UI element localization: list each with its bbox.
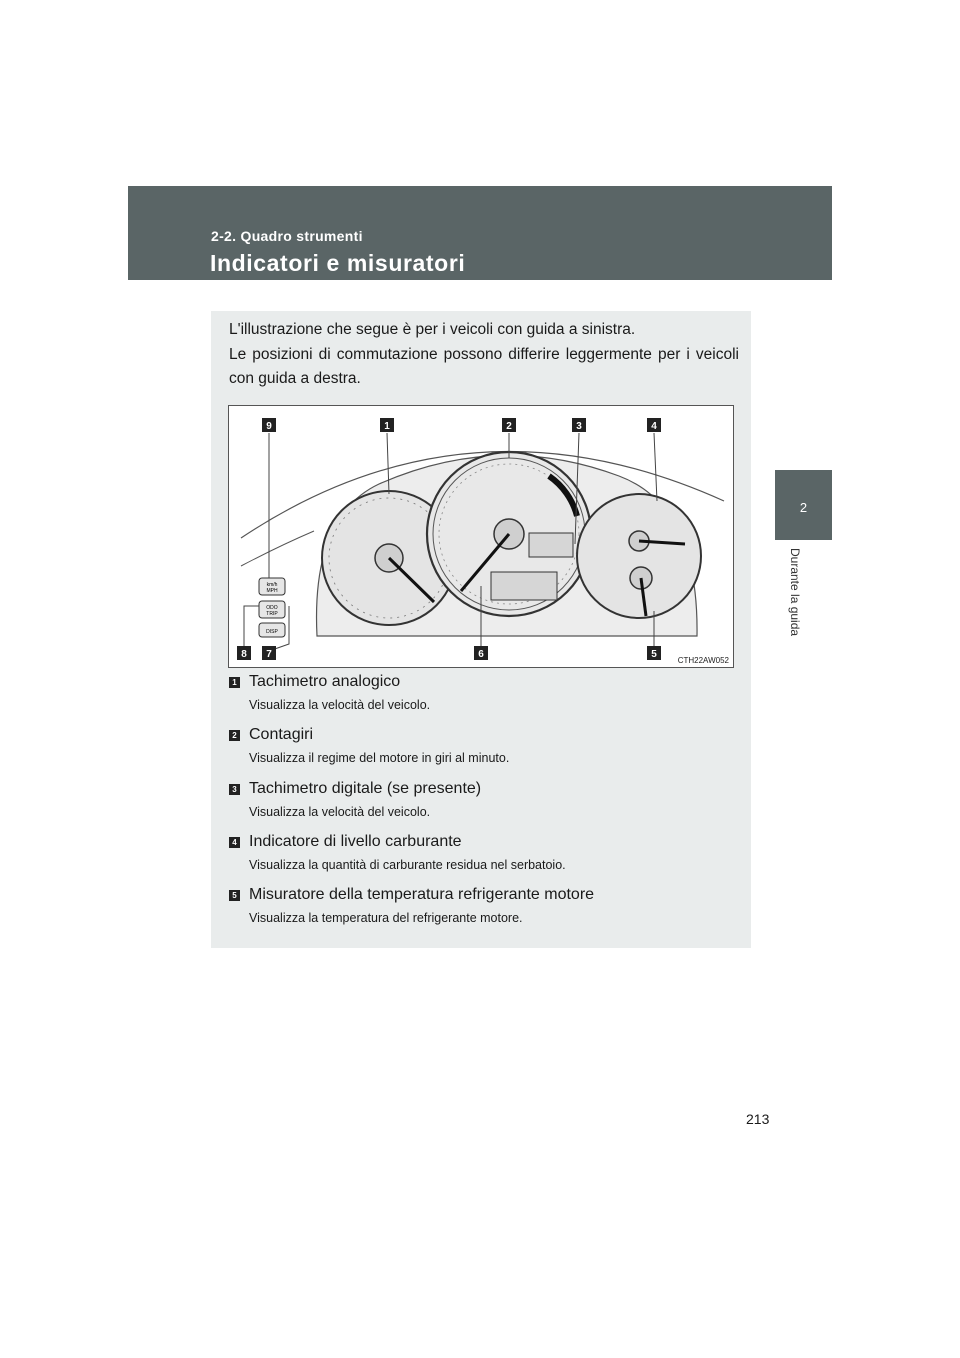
- item-title: Tachimetro analogico: [249, 673, 401, 690]
- callout-5: 5: [651, 649, 657, 660]
- item-description: Visualizza la temperatura del refrigerante motore.: [249, 911, 523, 925]
- item-description: Visualizza la velocità del veicolo.: [249, 805, 431, 819]
- callout-9: 9: [266, 421, 272, 432]
- section-label: 2-2. Quadro strumenti: [211, 228, 363, 244]
- callout-8: 8: [241, 649, 247, 660]
- callout-7: 7: [266, 649, 272, 660]
- item-title: Indicatore di livello carburante: [249, 833, 462, 850]
- item-badge: 4: [229, 837, 240, 848]
- figure-code: CTH22AW052: [677, 656, 729, 665]
- tachometer: [427, 452, 591, 616]
- callout-1: 1: [384, 421, 390, 432]
- chapter-number: 2: [799, 500, 808, 515]
- callout-3: 3: [576, 421, 582, 432]
- intro-line-1: L'illustrazione che segue è per i veicoli con guida a sinistra.: [229, 321, 636, 338]
- meter-switches: [259, 578, 285, 637]
- page-number: 213: [746, 1111, 770, 1127]
- speed-unit-label: km/h: [266, 582, 278, 588]
- trip-label: TRIP: [266, 611, 278, 617]
- item-description: Visualizza la velocità del veicolo.: [249, 698, 431, 712]
- intro-text: [229, 318, 739, 392]
- callout-6: 6: [478, 649, 484, 660]
- page-title: Indicatori e misuratori: [210, 250, 466, 276]
- item-badge: 2: [229, 730, 240, 741]
- item-badge: 1: [229, 677, 240, 688]
- item-description: Visualizza il regime del motore in giri al minuto.: [249, 751, 510, 765]
- item-title: Tachimetro digitale (se presente): [249, 780, 482, 797]
- instrument-cluster-figure: [228, 405, 734, 668]
- callout-2: 2: [506, 421, 512, 432]
- intro-line-2: Le posizioni di commutazione possono differire leggermente per i veicoli con guida a destra.: [229, 345, 739, 387]
- odo-label: ODO: [266, 605, 278, 611]
- item-title: Contagiri: [249, 726, 314, 743]
- item-title: Misuratore della temperatura refrigerante motore: [249, 886, 595, 903]
- fuel-and-temperature-gauge: [577, 494, 701, 618]
- chapter-label: Durante la guida: [788, 548, 802, 637]
- item-badge: 5: [229, 890, 240, 901]
- item-badge: 3: [229, 784, 240, 795]
- callout-4: 4: [651, 421, 657, 432]
- disp-label: DISP: [266, 629, 278, 635]
- chapter-tab: [775, 470, 832, 540]
- speed-unit-label-2: MPH: [266, 588, 278, 594]
- instrument-cluster-illustration: [229, 406, 733, 667]
- item-description: Visualizza la quantità di carburante residua nel serbatoio.: [249, 858, 566, 872]
